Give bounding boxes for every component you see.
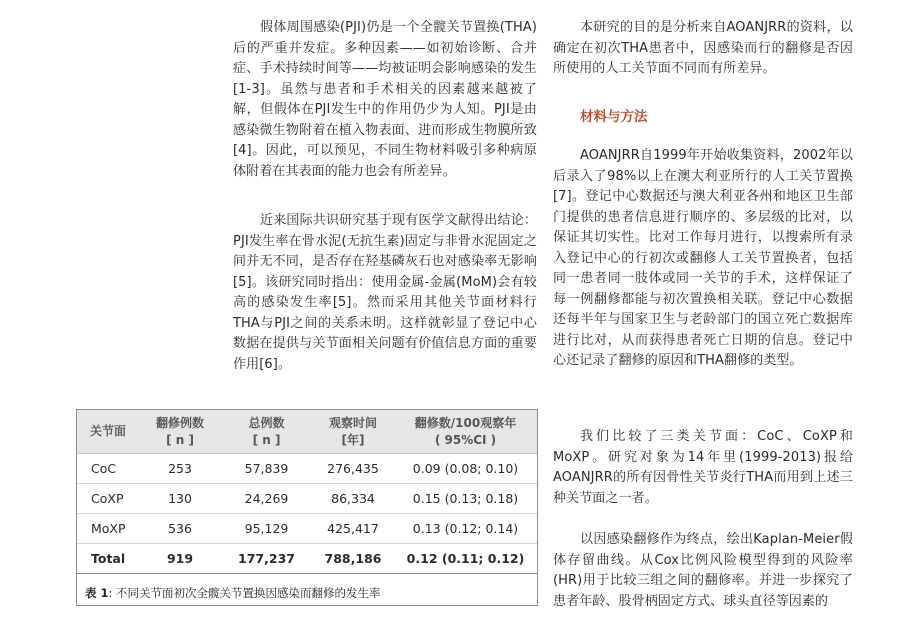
table-cell: Total	[77, 544, 139, 574]
table-cell: 0.15 (0.13; 0.18)	[394, 484, 537, 514]
table-cell: 24,269	[221, 484, 312, 514]
table-caption	[77, 574, 537, 601]
table-row	[77, 484, 537, 514]
right-paragraph-3: 我们比较了三类关节面：CoC、CoXP和MoXP。研究对象为14年里(1999-2013)报给AOANJRR的所有因骨性关节炎行THA而用到上述三种关节面之一者。	[553, 429, 853, 506]
table-cell: 57,839	[221, 454, 312, 484]
table-total-row	[77, 544, 537, 574]
right-paragraph-1: 本研究的目的是分析来自AOANJRR的资料，以确定在初次THA患者中，因感染而行的翻修是否因所使用的人工关节面不同而有所差异。	[553, 20, 853, 76]
right-paragraph-2: AOANJRR自1999年开始收集资料，2002年以后录入了98%以上在澳大利亚所行的人工关节置换[7]。登记中心数据还与澳大利亚各州和地区卫生部门提供的患者信息进行顺序的、多层级的比对，以保证其切实性。比对工作每月进行，以搜索所有录入登记中心的行初次或翻修人工关节置换者，包括同一患者同一肢体或同一关节的手术，这样保证了每一例翻修都能与初次置换相关联。登记中心数据还每半年与国家卫生与老龄部门的国立死亡数据库进行比对，从而获得患者死亡日期的信息。登记中心还记录了翻修的原因和THA翻修的类型。	[553, 148, 853, 368]
table-cell: 253	[139, 454, 221, 484]
table-row	[77, 454, 537, 484]
table-cell: 919	[139, 544, 221, 574]
table-caption-text: : 不同关节面初次全髋关节置换因感染而翻修的发生率	[108, 586, 381, 600]
table-cell: 95,129	[221, 514, 312, 544]
table-cell: 536	[139, 514, 221, 544]
table-cell: MoXP	[77, 514, 139, 544]
header-cell: 总例数 [ n ]	[221, 410, 312, 454]
table-cell: 0.09 (0.08; 0.10)	[394, 454, 537, 484]
table-row	[77, 514, 537, 544]
table-cell: 130	[139, 484, 221, 514]
left-paragraph-1: 假体周围感染(PJI)仍是一个全髋关节置换(THA)后的严重并发症。多种因素——如初始诊断、合并症、手术持续时间等——均被证明会影响感染的发生[1-3]。虽然与患者和手术相关的因素越来越被了解，但假体在PJI发生中的作用仍少为人知。PJI是由感染微生物附着在植入物表面、进而形成生物膜所致[4]。因此，可以预见，不同生物材料吸引多种病原体附着在其表面的能力也会有所差异。	[233, 20, 537, 179]
right-paragraph-4: 以因感染翻修作为终点，绘出Kaplan-Meier假体存留曲线。从Cox比例风险模型得到的风险率(HR)用于比较三组之间的翻修率。并进一步探究了患者年龄、股骨柄固定方式、球头直径等因素的	[553, 532, 853, 609]
table-cell: 276,435	[312, 454, 394, 484]
header-cell: 观察时间 [年]	[312, 410, 394, 454]
header-cell: 关节面	[77, 410, 139, 454]
left-paragraph-2: 近来国际共识研究基于现有医学文献得出结论：PJI发生率在骨水泥(无抗生素)固定与非骨水泥固定之间并无不同，是否存在羟基磷灰石也对感染率无影响[5]。该研究同时指出：使用金属-金属(MoM)会有较高的感染发生率[5]。然而采用其他关节面材料行THA与PJI之间的关系未明。这样就彰显了登记中心数据在提供与关节面相关问题有价值信息方面的重要作用[6]。	[233, 213, 537, 372]
table-1	[76, 409, 538, 606]
table-cell: 788,186	[312, 544, 394, 574]
table-cell: 177,237	[221, 544, 312, 574]
revision-table	[77, 410, 537, 574]
table-caption-label: 表 1	[85, 586, 109, 600]
table-cell: CoXP	[77, 484, 139, 514]
table-cell: 0.12 (0.11; 0.12)	[394, 544, 537, 574]
header-cell: 翻修例数 [ n ]	[139, 410, 221, 454]
table-cell: CoC	[77, 454, 139, 484]
table-cell: 425,417	[312, 514, 394, 544]
header-cell: 翻修数/100观察年 ( 95%CI )	[394, 410, 537, 454]
table-cell: 86,334	[312, 484, 394, 514]
section-heading: 材料与方法	[580, 109, 648, 125]
table-cell: 0.13 (0.12; 0.14)	[394, 514, 537, 544]
table-header-row	[77, 410, 537, 454]
